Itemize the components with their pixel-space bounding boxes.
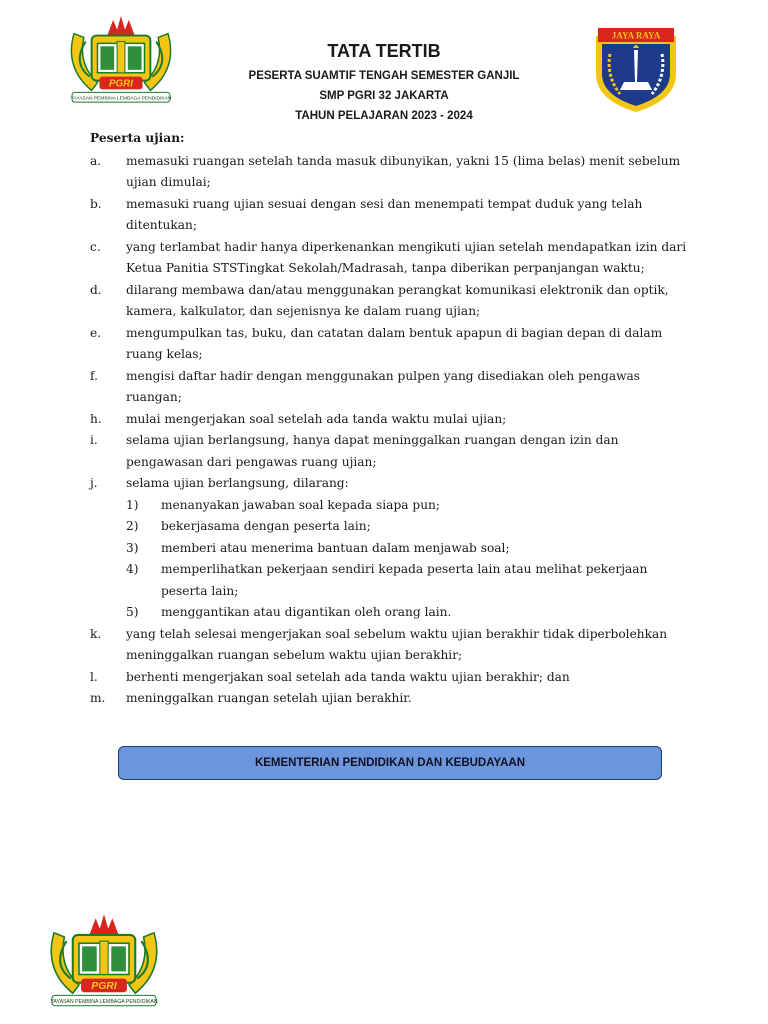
rule-letter: d. bbox=[90, 282, 102, 297]
rule-letter: l. bbox=[90, 669, 98, 684]
rule-text: memasuki ruangan setelah tanda masuk dibunyikan, yakni 15 (lima belas) menit sebelum ujian dimulai; bbox=[126, 153, 681, 189]
rule-text: selama ujian berlangsung, hanya dapat meninggalkan ruangan dengan izin dan pengawasan dari pengawas ruang ujian; bbox=[126, 433, 619, 469]
prohibited-item bbox=[126, 538, 690, 560]
pgri-logo-top bbox=[62, 14, 180, 108]
pgri-ribbon-text: YAYASAN PEMBINA LEMBAGA PENDIDIKAN bbox=[70, 96, 172, 102]
rule-item bbox=[90, 280, 690, 323]
rule-letter: f. bbox=[90, 368, 98, 383]
school-name: SMP PGRI 32 JAKARTA bbox=[319, 90, 449, 102]
rule-letter: b. bbox=[90, 196, 102, 211]
prohibited-number: 4) bbox=[126, 562, 139, 576]
jaya-raya-logo bbox=[590, 24, 682, 114]
prohibited-list bbox=[126, 495, 690, 624]
pgri-text: PGRI bbox=[91, 981, 117, 993]
rule-text: memasuki ruang ujian sesuai dengan sesi dan menempati tempat duduk yang telah ditentukan; bbox=[126, 196, 643, 232]
pgri-ribbon-text: YAYASAN PEMBINA LEMBAGA PENDIDIKAN bbox=[50, 999, 158, 1006]
rule-letter: i. bbox=[90, 433, 98, 447]
prohibited-number: 5) bbox=[126, 605, 139, 619]
rule-letter: j. bbox=[90, 476, 98, 490]
rule-text: meninggalkan ruangan setelah ujian berakhir. bbox=[126, 691, 412, 705]
rule-item bbox=[90, 667, 690, 689]
prohibited-item bbox=[126, 559, 690, 602]
prohibited-item bbox=[126, 495, 690, 517]
ministry-banner: KEMENTERIAN PENDIDIKAN DAN KEBUDAYAAN bbox=[118, 746, 662, 780]
rule-text: yang telah selesai mengerjakan soal sebelum waktu ujian berakhir tidak diperbolehkan meninggalkan ruangan sebelum waktu ujian berakhir; bbox=[126, 626, 668, 662]
prohibited-number: 1) bbox=[126, 497, 139, 512]
rule-letter: a. bbox=[90, 153, 102, 168]
rule-item bbox=[90, 323, 690, 366]
pgri-flame-icon bbox=[89, 914, 118, 935]
pgri-text: PGRI bbox=[109, 78, 133, 90]
rule-item bbox=[90, 624, 690, 667]
prohibited-text: menggantikan atau digantikan oleh orang lain. bbox=[161, 605, 452, 619]
rule-text: mulai mengerjakan soal setelah ada tanda waktu mulai ujian; bbox=[126, 411, 507, 426]
rule-item bbox=[90, 366, 690, 409]
pgri-flame-icon bbox=[107, 16, 134, 36]
rule-text: berhenti mengerjakan soal setelah ada tanda waktu ujian berakhir; dan bbox=[126, 669, 570, 684]
academic-year: TAHUN PELAJARAN 2023 - 2024 bbox=[295, 110, 473, 122]
prohibited-text: memperlihatkan pekerjaan sendiri kepada peserta lain atau melihat pekerjaan peserta lain; bbox=[161, 562, 648, 598]
document-title: TATA TERTIB bbox=[327, 41, 441, 61]
rule-text: yang terlambat hadir hanya diperkenankan mengikuti ujian setelah mendapatkan izin dari Ketua Panitia STSTingkat Sekolah/Madrasah, tanpa diberikan perpanjangan waktu; bbox=[126, 239, 687, 275]
rule-item bbox=[90, 194, 690, 237]
rule-text: mengumpulkan tas, buku, dan catatan dalam bentuk apapun di bagian depan di dalam ruang kelas; bbox=[126, 325, 663, 361]
rule-letter: k. bbox=[90, 626, 102, 641]
rule-letter: e. bbox=[90, 325, 102, 340]
rule-item bbox=[90, 688, 690, 710]
rule-text: dilarang membawa dan/atau menggunakan perangkat komunikasi elektronik dan optik, kamera, kalkulator, dan sejenisnya ke dalam ruang ujian; bbox=[126, 282, 669, 318]
prohibited-item bbox=[126, 516, 690, 538]
prohibited-text: bekerjasama dengan peserta lain; bbox=[161, 519, 371, 533]
rule-letter: m. bbox=[90, 691, 106, 705]
rule-text: selama ujian berlangsung, dilarang: bbox=[126, 476, 349, 490]
subtitle-line-1: PESERTA SUAMTIF TENGAH SEMESTER GANJIL bbox=[248, 70, 520, 82]
rule-item bbox=[90, 473, 690, 624]
pgri-logo-bottom bbox=[40, 912, 168, 1012]
rule-item bbox=[90, 430, 690, 473]
prohibited-number: 3) bbox=[126, 540, 139, 555]
rule-item bbox=[90, 151, 690, 194]
rule-item bbox=[90, 409, 690, 431]
rule-letter: h. bbox=[90, 411, 102, 426]
prohibited-text: menanyakan jawaban soal kepada siapa pun; bbox=[161, 497, 440, 512]
rule-text: mengisi daftar hadir dengan menggunakan pulpen yang disediakan oleh pengawas ruangan; bbox=[126, 368, 641, 404]
jaya-raya-text: JAYA RAYA bbox=[611, 30, 661, 41]
rule-item bbox=[90, 237, 690, 280]
rules-body bbox=[90, 128, 690, 710]
prohibited-text: memberi atau menerima bantuan dalam menjawab soal; bbox=[161, 540, 510, 555]
rule-letter: c. bbox=[90, 239, 101, 254]
prohibited-number: 2) bbox=[126, 519, 139, 533]
rules-intro: Peserta ujian: bbox=[90, 131, 185, 145]
prohibited-item bbox=[126, 602, 690, 624]
